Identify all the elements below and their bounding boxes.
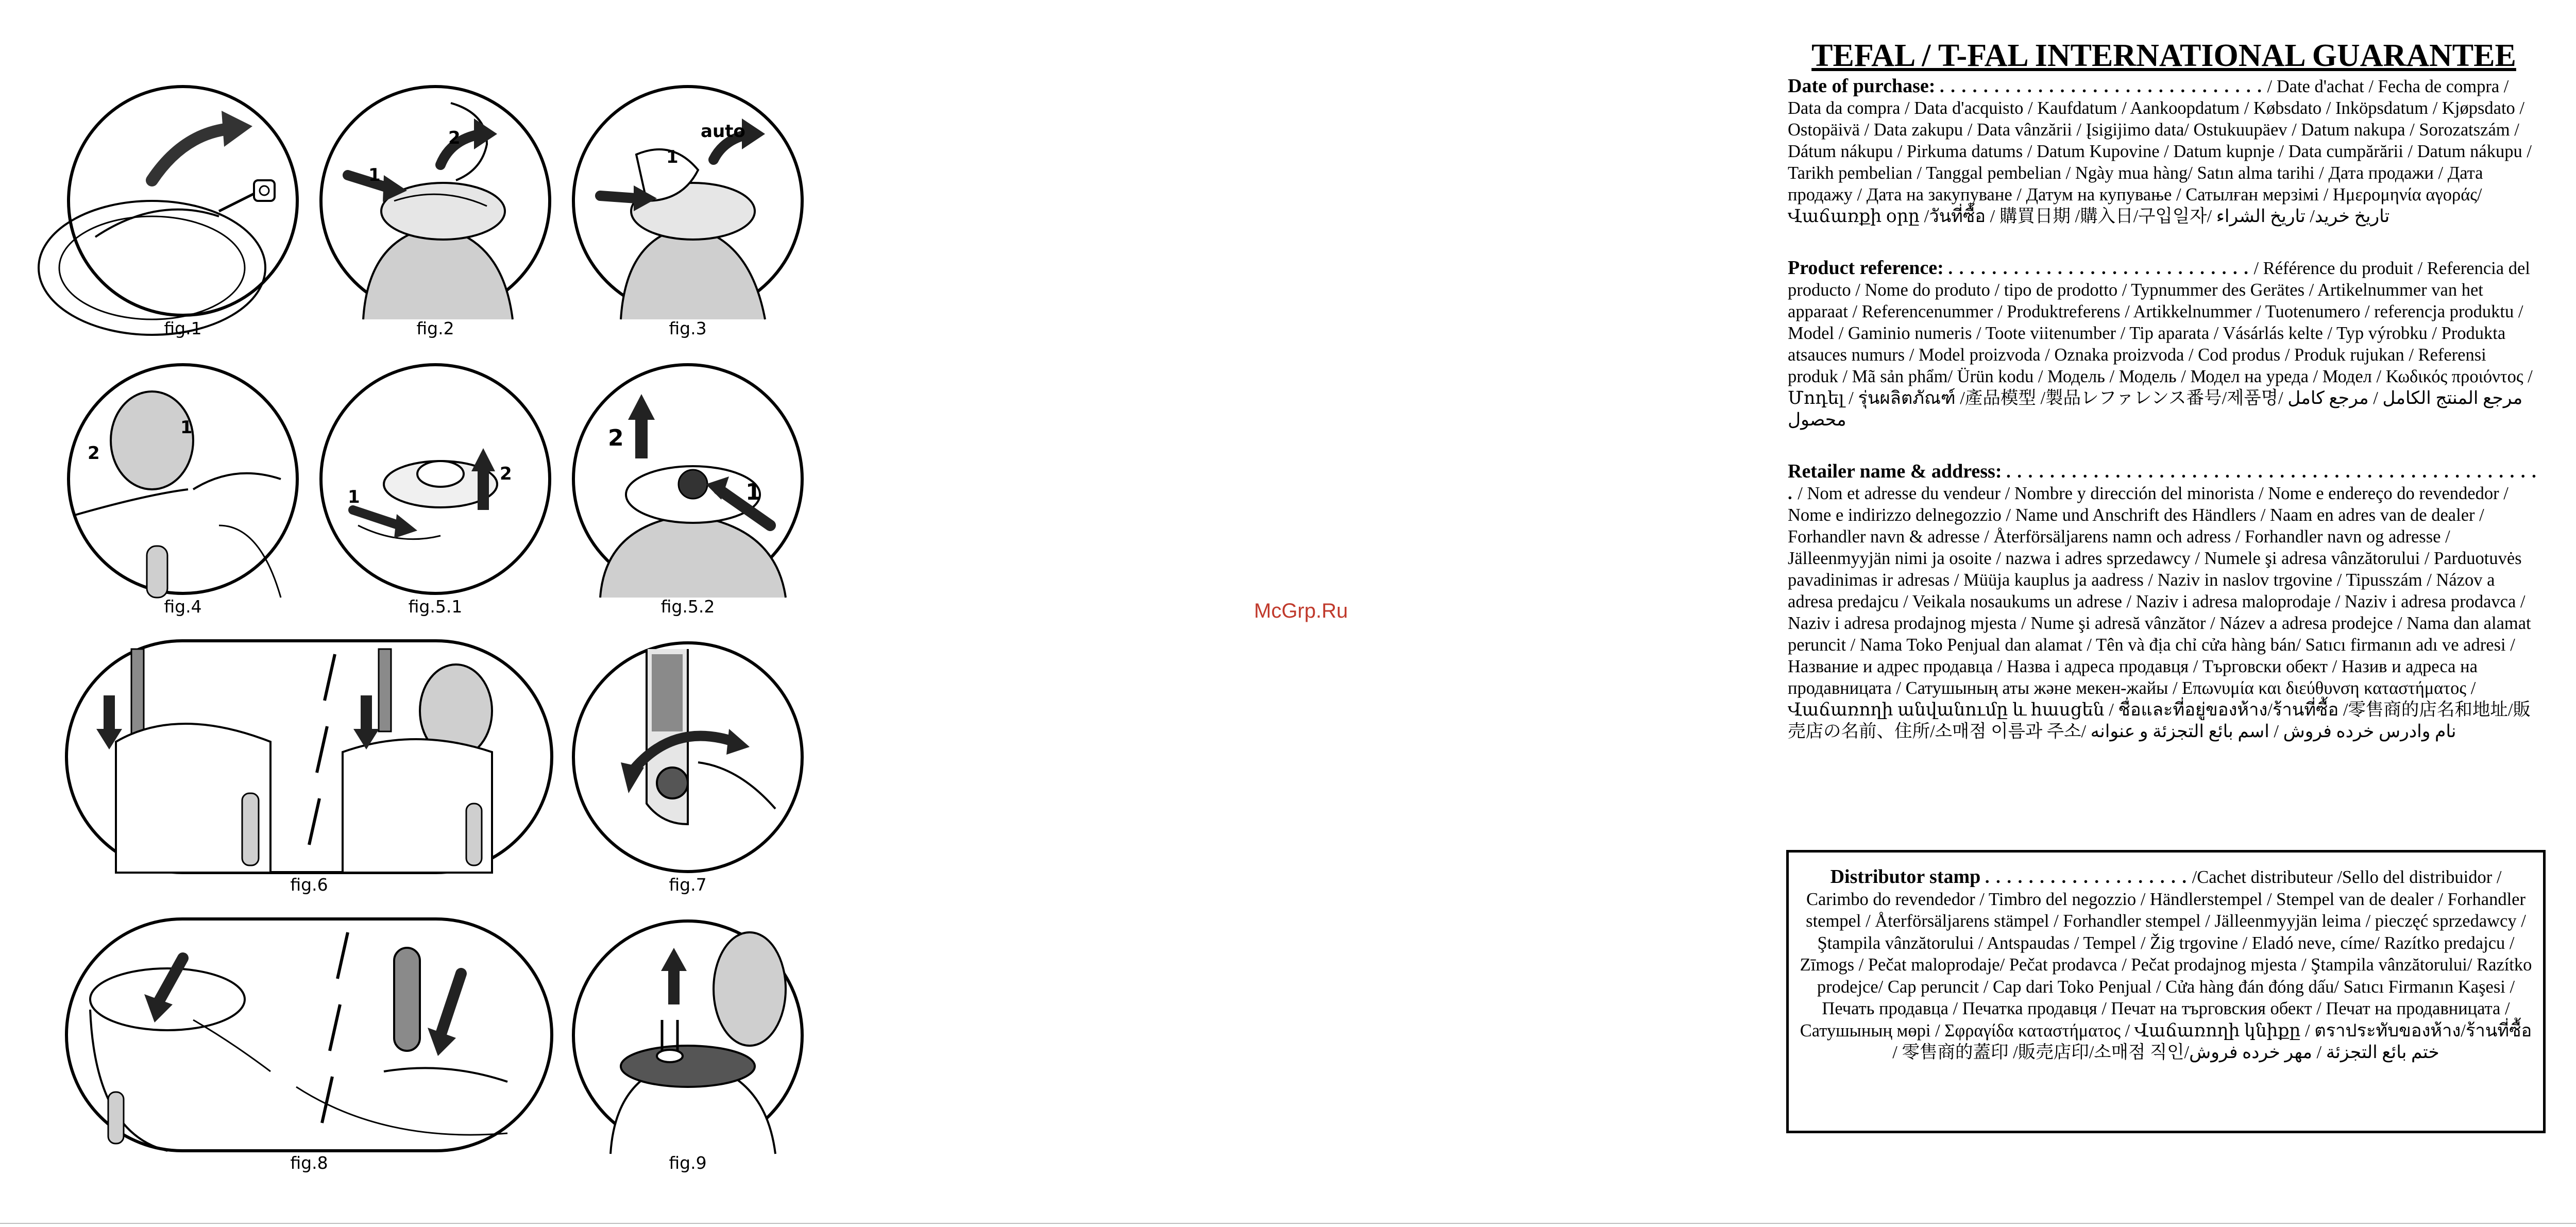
- figure-8: [64, 917, 554, 1173]
- figure-2: [317, 82, 554, 338]
- fig-2-step-2: 2: [448, 128, 461, 148]
- illustration-page: [0, 0, 876, 1227]
- fig-1-drawing: [64, 82, 301, 319]
- product-reference-section: [1788, 257, 2540, 431]
- fig-8-caption: fig.8: [290, 1153, 328, 1173]
- page-bottom-border: [0, 1223, 2576, 1224]
- fig-8-drawing: [64, 917, 554, 1154]
- fig-9-drawing: [569, 917, 806, 1154]
- fig-2-caption: fig.2: [416, 318, 454, 338]
- fig-6-drawing: [64, 639, 554, 876]
- fig-2-drawing: [317, 82, 554, 319]
- figure-3: [569, 82, 806, 338]
- figure-1: [64, 82, 301, 338]
- fig-3-caption: fig.3: [669, 318, 707, 338]
- fig-4-caption: fig.4: [164, 597, 202, 617]
- fig-5-1-step-1: 1: [348, 487, 360, 507]
- fig-6-caption: fig.6: [290, 875, 328, 895]
- product-reference-translations: / Référence du produit / Referencia del producto / Nome do produto / tipo de prodotto / Typnummer des Gerätes / Artikelnummer van het apparaat / Referencenummer / Produktreferens / Artikkelnummer / Tuotenumero / referencja produktu / Model / Gaminio numeris / Toote viitenumber / Tip aparata / Vásárlás kelte / Typ výrobku / Produkta atsauces numurs / Model proizvoda / Oznaka proizvoda / Cod produs / Produk rujukan / Referensi produk / Mã sản phẩm/ Ürün kodu / Модель / Модель / Модел на уреда / Модел / Κωδικός προιόντος / Մոդել / รุ่นผลิตภัณฑ์ /產品模型 /製品レファレンス番号/제품명/ مرجع المنتج الكامل / مرجع كامل محصول: [1788, 259, 2533, 430]
- distributor-stamp-box: [1786, 850, 2546, 1133]
- fig-7-caption: fig.7: [669, 875, 707, 895]
- fig-7-drawing: [569, 639, 806, 876]
- date-of-purchase-section: [1788, 75, 2540, 227]
- fig-3-step-auto: auto: [701, 121, 745, 142]
- figure-5-1: [317, 361, 554, 617]
- figure-9: [569, 917, 806, 1173]
- product-reference-label: Product reference:: [1788, 257, 1944, 279]
- distributor-stamp-dots: . . . . . . . . . . . . . . . . . . .: [1985, 867, 2188, 887]
- fig-5-2-step-2: 2: [608, 425, 624, 451]
- retailer-section: [1788, 461, 2540, 742]
- fig-4-step-2: 2: [88, 443, 100, 464]
- fig-3-drawing: [569, 82, 806, 319]
- watermark: McGrp.Ru: [1254, 600, 1348, 622]
- product-reference-dots: . . . . . . . . . . . . . . . . . . . . . . . . . . . .: [1948, 259, 2249, 278]
- figure-6: [64, 639, 554, 895]
- fig-5-1-drawing: [317, 361, 554, 598]
- figure-5-2: [569, 361, 806, 617]
- guarantee-page: [1788, 36, 2540, 742]
- fig-5-2-caption: fig.5.2: [660, 597, 715, 617]
- fig-5-2-step-1: 1: [745, 479, 761, 505]
- fig-5-1-step-2: 2: [500, 464, 512, 484]
- figure-4: [64, 361, 301, 617]
- fig-3-step-1: 1: [666, 147, 679, 167]
- distributor-stamp-translations: /Cachet distributeur /Sello del distribuidor / Carimbo do revendedor / Timbro del negozzio / Händlerstempel / Stempel van de dealer / Forhandler stempel / Återförsäljarens stämpel / Forhandler stempel / Jälleenmyyjän leima / pieczęć sprzedawcy / Ştampila vânzătorului / Antspaudas / Tempel / Žig trgovine / Eladó neve, címe/ Razítko predajcu / Zīmogs / Pečat maloprodaje/ Pečat prodavca / Pečat prodajnog mjesta / Ştampila vânzătorului/ Razítko prodejce/ Cap peruncit / Cap dari Toko Penjual / Cửa hàng đán đóng dấu/ Satıcı Firmanın Kaşesi / Печать продавца / Печатка продавця / Печат на търговския обект / Печат на продавницата / Сатушының мөрі / Σφραγίδα καταστήματος / Վաճառողի կնիքը / ตราประทับของห้าง/ร้านที่ซื้อ / 零售商的蓋印 /販売店印/소매점 직인/ختم بائع التجزئة / مهر خرده فروش: [1800, 867, 2532, 1062]
- date-of-purchase-dots: . . . . . . . . . . . . . . . . . . . . . . . . . . . . . .: [1940, 77, 2263, 96]
- fig-4-step-1: 1: [180, 417, 193, 438]
- fig-1-caption: fig.1: [164, 318, 202, 338]
- retailer-dots: . . . . . . . . . . . . . . . . . . . . . . . . . . . . . . . . . . . . . . . . . . . . . . . . . .: [1788, 462, 2537, 503]
- fig-5-1-caption: fig.5.1: [408, 597, 463, 617]
- retailer-label: Retailer name & address:: [1788, 461, 2002, 482]
- figure-7: [569, 639, 806, 895]
- fig-5-2-drawing: [569, 361, 806, 598]
- date-of-purchase-label: Date of purchase:: [1788, 75, 1936, 97]
- guarantee-title: TEFAL / T-FAL INTERNATIONAL GUARANTEE: [1811, 38, 2516, 73]
- retailer-translations: / Nom et adresse du vendeur / Nombre y dirección del minorista / Nome e endereço do revendedor / Nome e indirizzo delnegozzio / Name und Anschrift des Händlers / Naam en adres van de dealer / Forhandler navn & adresse / Återförsäljarens namn och adress / Forhandler navn og adresse / Jälleenmyyjän nimi ja osoite / nazwa i adres sprzedawcy / Numele şi adresa vânzătorului / Parduotuvės pavadinimas ir adresas / Müüja kauplus ja aadress / Naziv in naslov trgovine / Tipusszám / Názov a adresa predajcu / Veikala nosaukums un adrese / Naziv i adresa maloprodaje / Naziv i adresa prodavca / Naziv i adresa prodajnog mjesta / Nume şi adresă vânzător / Název a adresa prodejce / Nama dan alamat peruncit / Nama Toko Penjual dan alamat / Tên và địa chỉ cửa hàng bán/ Satıcı firmanın adı ve adresi / Название и адрес продавца / Назва і адреса продавця / Търговски обект / Назив и адреса на продавницата / Сатушының аты және мекен-жайы / Επωνυμία και διεύθυνση καταστήματος / Վաճառողի անվանումը և հասցեն / ชื่อและที่อยู่ของห้าง/ร้านที่ซื้อ /零售商的店名和地址/販売店の名前、住所/소매점 이름과 주소/ نام وادرس خرده فروش / اسم بائع التجزئة و عنوانه: [1788, 484, 2531, 741]
- distributor-stamp-label: Distributor stamp: [1830, 866, 1981, 888]
- date-of-purchase-translations: / Date d'achat / Fecha de compra / Data da compra / Data d'acquisto / Kaufdatum / Aankoopdatum / Købsdato / Inköpsdatum / Kjøpsdato / Ostopäivä / Data zakupu / Data vânzării / Įsigijimo data/ Ostukuupäev / Datum nakupa / Sorozatszám / Dátum nákupu / Pirkuma datums / Datum Kupovine / Datum kupnje / Data cumpărării / Datum nákupu / Tarikh pembelian / Tanggal pembelian / Ngày mua hàng/ Satın alma tarihi / Дата продажи / Дата продажу / Дата на закупуване / Датум на купување / Сатылған мерзімі / Ημερομηνία αγοράς/ Վաճառքի օրը /วันที่ซื้อ / 購買日期 /購入日/구입일자/ تاريخ خريد/ تاريخ الشراء: [1788, 77, 2532, 226]
- fig-4-drawing: [64, 361, 301, 598]
- fig-2-step-1: 1: [368, 165, 381, 185]
- fig-9-caption: fig.9: [669, 1153, 707, 1173]
